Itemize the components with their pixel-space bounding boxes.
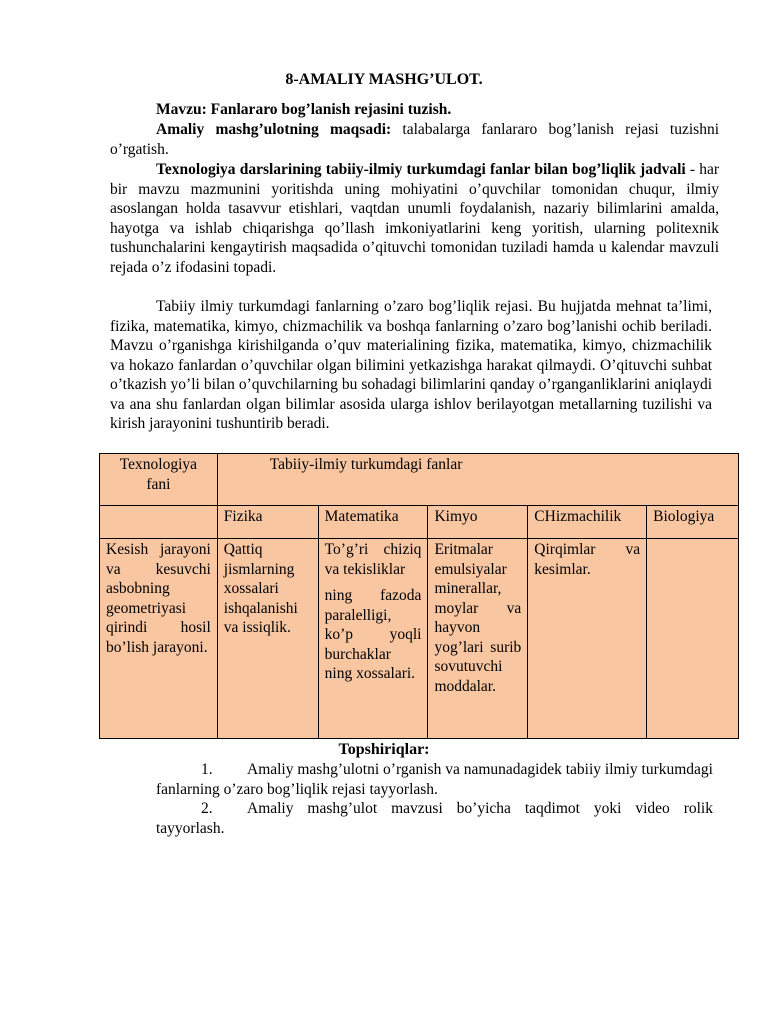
table-subject-biology: Biologiya (647, 506, 739, 539)
topic-line (110, 100, 719, 120)
table-subject-empty (100, 506, 218, 539)
task-item (156, 760, 713, 799)
topic-text: Mavzu: Fanlararo bog’lanish rejasini tuzish. (156, 101, 452, 118)
table-header-natural-sciences (217, 454, 738, 506)
paragraph-technology-links (110, 160, 719, 277)
task-number: 2. (201, 800, 213, 817)
goal-text: talabalarga fanlararo bog’lanish rejasi tuzishni o’rgatish. (110, 121, 720, 158)
cell-math-part-a: To’g’ri chiziq va tekisliklar (324, 541, 422, 578)
cell-biology (647, 539, 739, 739)
table-subject-chemistry: Kimyo (428, 506, 528, 539)
cell-math (318, 539, 428, 739)
table-subject-math: Matematika (318, 506, 428, 539)
task-number: 1. (201, 761, 213, 778)
task-text: Amaliy mashg’ulotni o’rganish va namunadagidek tabiiy ilmiy turkumdagi fanlarning o’zaro bog’liqlik rejasi tayyorlash. (156, 761, 713, 798)
table-header-technology: Texnologiya fani (100, 454, 218, 506)
goal-label: Amaliy mashg’ulotning maqsadi: (156, 121, 392, 138)
cell-physics: Qattiq jismlarning xossalari ishqalanishi va issiqlik. (217, 539, 318, 739)
goal-paragraph (110, 120, 719, 159)
cell-chemistry: Eritmalar emulsiyalar minerallar, moylar va hayvon yog’lari surib sovutuvchi moddalar. (428, 539, 528, 739)
paragraph-interrelation-plan: Tabiiy ilmiy turkumdagi fanlarning o’zaro bog’liqlik rejasi. Bu hujjatda mehnat ta’limi, fizika, matematika, kimyo, chizmachilik va boshqa fanlarning o’zaro bog’lanishi ochib beriladi. Mavzu o’rganishga kirishilganda o’quv materialining fizika, matematika, kimyo, chizmachilik va hokazo fanlardan o’quvchilar olgan bilimini yetkazishga harakat qilmaydi. O’qituvchi suhbat o’tkazish yo’li bilan o’quvchilarning bu sohadagi bilimlarini qanday o’rganganliklarini aniqlaydi va ana shu fanlardan olgan bilimlar asosida ularga ishlov berilayotgan metallarning tuzilishi va kirish jarayonini tushuntirib beradi. (110, 298, 712, 432)
group-header-text: Tabiiy-ilmiy turkumdagi fanlar (269, 456, 463, 473)
table-header-row (100, 454, 739, 506)
table-subject-physics: Fizika (217, 506, 318, 539)
cell-technology: Kesish jarayoni va kesuvchi asbobning geometriyasi qirindi hosil bo’lish jarayoni. (100, 539, 218, 739)
cell-drawing: Qirqimlar va kesimlar. (528, 539, 647, 739)
document-title: 8-AMALIY MASHG’ULOT. (285, 71, 483, 88)
table-subject-row (100, 506, 739, 539)
paragraph1-text: - har bir mavzu mazmunini yoritishda uning mohiyatini o’quvchilar tomonidan chuqur, ilmiy asoslangan holda tasavvur etishlari, vaqtdan unumli foydalanish, nazariy bilimlarini amalda, hayotga va ishlab chiqarishga qo’llash imkoniyatlarini keng yoritish, ularning politexnik tushunchalarini kengaytirish maqsadida o’qituvchi tomonidan tuziladi hamda u kalendar mavzuli rejada o’z ifodasini topadi. (110, 161, 720, 276)
table-row (100, 539, 739, 739)
table-subject-drawing: CHizmachilik (528, 506, 647, 539)
paragraph1-bold: Texnologiya darslarining tabiiy-ilmiy turkumdagi fanlar bilan bog’liqlik jadvali (156, 161, 686, 178)
task-text: Amaliy mashg’ulot mavzusi bo’yicha taqdimot yoki video rolik tayyorlash. (156, 800, 713, 837)
interdisciplinary-table (99, 453, 739, 739)
tasks-title: Topshiriqlar: (338, 741, 430, 758)
task-item (156, 799, 713, 838)
cell-math-part-b: ning fazoda paralelligi, ko’p yoqli burchaklar ning xossalari. (324, 587, 422, 682)
